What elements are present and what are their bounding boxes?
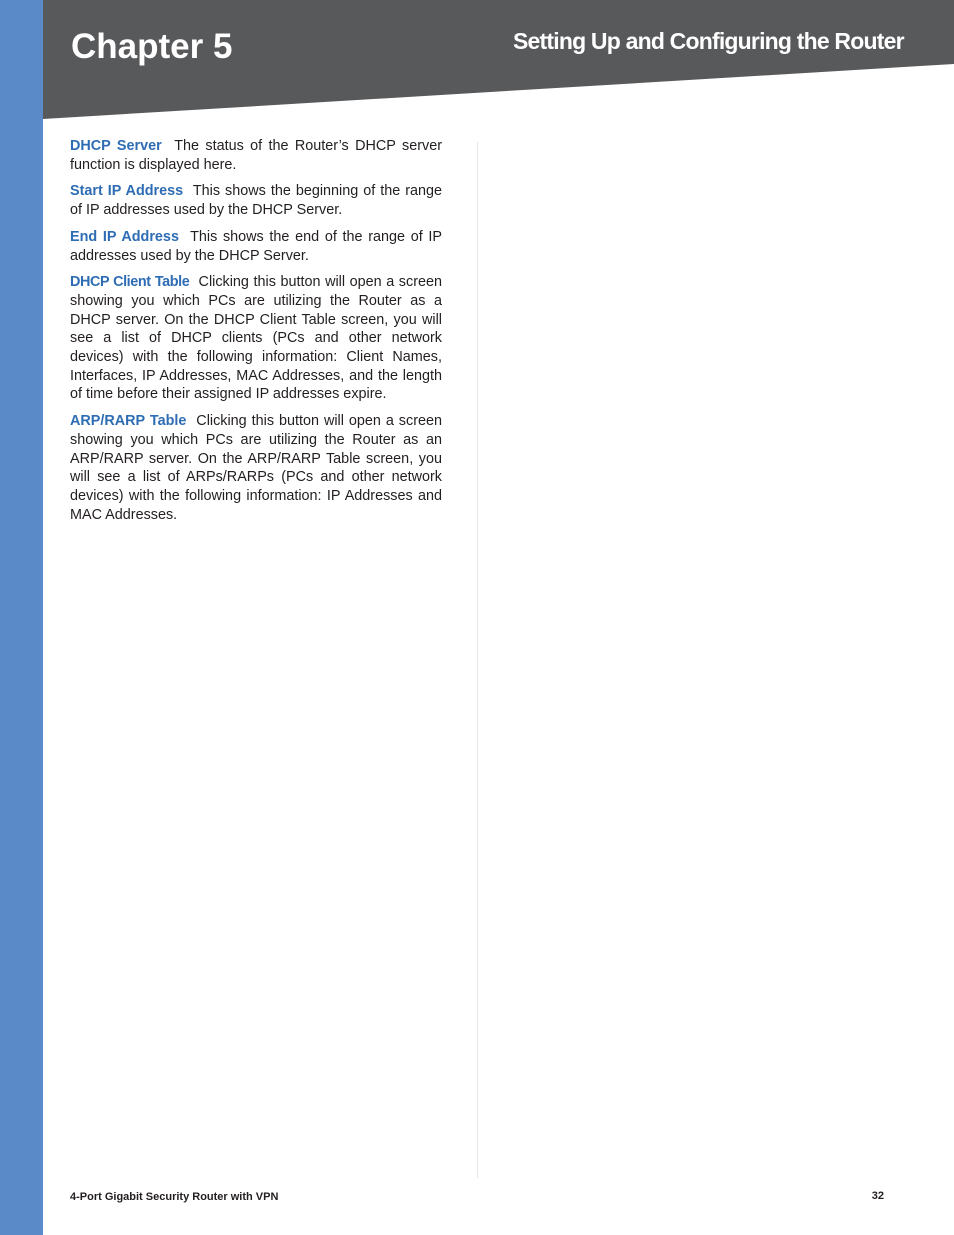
chapter-title: Chapter 5 xyxy=(71,27,233,66)
paragraph-text: Clicking this button will open a screen showing you which PCs are utilizing the Router as an ARP/RARP server. On the ARP/RARP Table screen, you will see a list of ARPs/RARPs (PCs and other network devices) with the following information: IP Addresses and MAC Addresses. xyxy=(70,413,443,523)
paragraph-arp-rarp-table xyxy=(70,412,442,524)
paragraph-text: This shows the end of the range of IP addresses used by the DHCP Server. xyxy=(70,228,442,264)
paragraph-dhcp-client-table xyxy=(70,273,442,404)
term-arp-rarp-table: ARP/RARP Table xyxy=(70,413,187,430)
footer-product-name: 4-Port Gigabit Security Router with VPN xyxy=(70,1191,279,1203)
sidebar-accent-bar xyxy=(0,0,43,1235)
term-dhcp-server: DHCP Server xyxy=(70,138,162,154)
column-divider xyxy=(477,142,478,1178)
term-start-ip-address: Start IP Address xyxy=(70,183,184,200)
paragraph-text: The status of the Router’s DHCP server function is displayed here. xyxy=(70,138,442,173)
footer-page-number: 32 xyxy=(871,1190,884,1202)
main-content-column xyxy=(70,137,442,532)
paragraph-dhcp-server xyxy=(70,137,442,174)
section-title: Setting Up and Configuring the Router xyxy=(513,28,904,54)
term-end-ip-address: End IP Address xyxy=(70,228,179,245)
paragraph-text: This shows the beginning of the range of IP addresses used by the DHCP Server. xyxy=(70,183,443,219)
paragraph-text: Clicking this button will open a screen showing you which PCs are utilizing the Router as a DHCP server. On the DHCP Client Table screen, you will see a list of DHCP clients (PCs and other network devices) with the following information: Client Names, Interfaces, IP Addresses, MAC Addresses, and the length of time before their assigned IP addresses expire. xyxy=(70,274,443,403)
term-dhcp-client-table: DHCP Client Table xyxy=(70,274,190,291)
paragraph-end-ip-address xyxy=(70,228,442,265)
paragraph-start-ip-address xyxy=(70,182,442,219)
